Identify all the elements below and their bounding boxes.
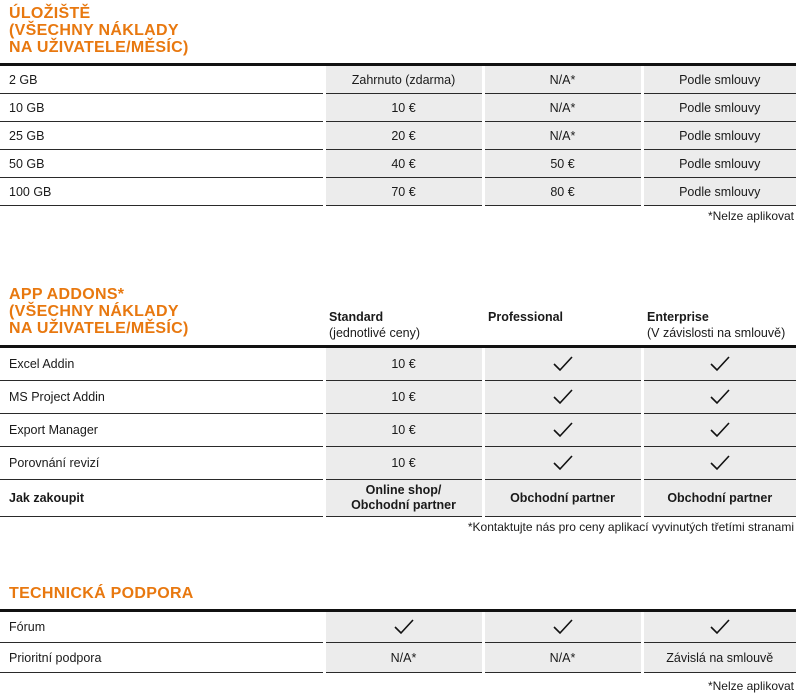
enterprise-cell: Podle smlouvy [642, 122, 796, 150]
row-label: 2 GB [0, 65, 324, 94]
check-icon [553, 389, 573, 405]
row-label: Prioritní podpora [0, 643, 324, 673]
professional-cell: N/A* [483, 65, 642, 94]
professional-cell [483, 447, 642, 480]
table-row [0, 480, 796, 517]
support-table [0, 609, 796, 673]
table-row [0, 178, 796, 206]
check-icon [710, 356, 730, 372]
enterprise-cell: Podle smlouvy [642, 65, 796, 94]
header-standard [329, 309, 420, 341]
row-label: 10 GB [0, 94, 324, 122]
table-row [0, 94, 796, 122]
check-icon [394, 619, 414, 635]
standard-cell: 70 € [324, 178, 483, 206]
header-enterprise-sub: (V závislosti na smlouvě) [647, 326, 786, 340]
standard-cell: 10 € [324, 347, 483, 381]
header-enterprise-label: Enterprise [647, 310, 709, 324]
storage-title: ÚLOŽIŠTĚ (VŠECHNY NÁKLADY NA UŽIVATELE/MĚSÍC) [9, 5, 189, 56]
header-enterprise [647, 309, 785, 341]
table-row [0, 643, 796, 673]
header-standard-label: Standard [329, 310, 384, 324]
row-label: Porovnání revizí [0, 447, 324, 480]
check-icon [710, 455, 730, 471]
check-icon [710, 389, 730, 405]
standard-cell: 40 € [324, 150, 483, 178]
header-professional [488, 309, 563, 325]
professional-cell [483, 381, 642, 414]
professional-cell: N/A* [483, 122, 642, 150]
professional-cell: N/A* [483, 94, 642, 122]
support-title: TECHNICKÁ PODPORA [9, 585, 194, 602]
professional-cell [483, 347, 642, 381]
addons-title: APP ADDONS* (VŠECHNY NÁKLADY NA UŽIVATELE/MĚSÍC) [9, 286, 189, 337]
row-label: 25 GB [0, 122, 324, 150]
check-icon [553, 455, 573, 471]
standard-cell: 10 € [324, 94, 483, 122]
storage-footnote: *Nelze aplikovat [707, 209, 794, 223]
row-label: Fórum [0, 611, 324, 643]
standard-cell: 10 € [324, 381, 483, 414]
standard-cell [324, 480, 483, 517]
enterprise-cell [642, 611, 796, 643]
table-row [0, 347, 796, 381]
row-label: MS Project Addin [0, 381, 324, 414]
professional-cell: Obchodní partner [483, 480, 642, 517]
table-row [0, 122, 796, 150]
header-professional-label: Professional [488, 310, 564, 324]
enterprise-cell [642, 347, 796, 381]
storage-table [0, 63, 796, 206]
check-icon [710, 422, 730, 438]
professional-cell: 80 € [483, 178, 642, 206]
professional-cell [483, 414, 642, 447]
standard-cell: 20 € [324, 122, 483, 150]
purchase-line: Obchodní partner [351, 498, 456, 512]
table-row [0, 65, 796, 94]
enterprise-cell: Závislá na smlouvě [642, 643, 796, 673]
professional-cell: 50 € [483, 150, 642, 178]
row-label: Excel Addin [0, 347, 324, 381]
professional-cell: N/A* [483, 643, 642, 673]
enterprise-cell [642, 447, 796, 480]
header-standard-sub: (jednotlivé ceny) [329, 326, 421, 340]
professional-cell [483, 611, 642, 643]
check-icon [710, 619, 730, 635]
addons-table [0, 345, 796, 517]
table-row [0, 414, 796, 447]
table-row [0, 611, 796, 643]
enterprise-cell: Podle smlouvy [642, 94, 796, 122]
check-icon [553, 356, 573, 372]
standard-cell: N/A* [324, 643, 483, 673]
row-label: Export Manager [0, 414, 324, 447]
enterprise-cell [642, 381, 796, 414]
enterprise-cell [642, 414, 796, 447]
table-row [0, 150, 796, 178]
enterprise-cell: Obchodní partner [642, 480, 796, 517]
check-icon [553, 422, 573, 438]
standard-cell: 10 € [324, 447, 483, 480]
table-row [0, 447, 796, 480]
row-label: 50 GB [0, 150, 324, 178]
row-label: Jak zakoupit [0, 480, 324, 517]
enterprise-cell: Podle smlouvy [642, 178, 796, 206]
standard-cell: Zahrnuto (zdarma) [324, 65, 483, 94]
enterprise-cell: Podle smlouvy [642, 150, 796, 178]
purchase-line: Online shop/ [365, 483, 442, 497]
row-label: 100 GB [0, 178, 324, 206]
support-footnote: *Nelze aplikovat [707, 679, 794, 693]
standard-cell: 10 € [324, 414, 483, 447]
check-icon [553, 619, 573, 635]
table-row [0, 381, 796, 414]
standard-cell [324, 611, 483, 643]
addons-footnote: *Kontaktujte nás pro ceny aplikací vyvinutých třetími stranami [467, 520, 794, 534]
